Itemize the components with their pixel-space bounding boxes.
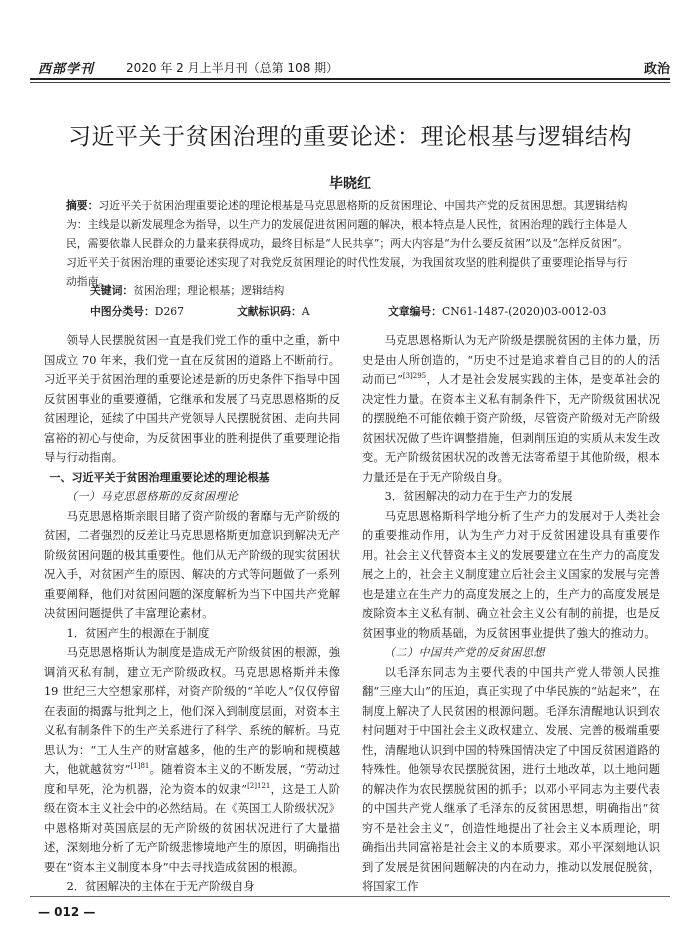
running-header [38, 58, 670, 78]
right-column [362, 331, 660, 897]
text-run: ，人才是社会发展实践的主体，是变革社会的决定性力量。在资本主义私有制条件下，无产阶级贫困状况的摆脱绝不可能依赖于资产阶级，尽管资产阶级对无产阶级贫困状况做了些许调整措施，但剥削压迫的实质从未发生改变。无产阶级贫困状况的改善无法寄希望于其他阶级，根本力量还是在于无产阶级自身。 [362, 373, 660, 484]
subsection-heading-1: （一）马克思恩格斯的反贫困理论 [66, 490, 239, 503]
citation-ref: [2]121 [247, 781, 271, 790]
body-paragraph: 马克思恩格斯亲眼目睹了资产阶级的奢靡与无产阶级的贫困，二者强烈的反差让马克思恩格斯更加意识到解决无产阶级贫困问题的极其重要性。他们从无产阶级的现实贫困状况入手，对贫困产生的原因、解决的方式等问题做了一系列重要阐释，他们对贫困问题的深度解析为当下中国共产党解决贫困问题提供了丰富理论素材。 [44, 509, 340, 620]
abstract [66, 196, 634, 291]
body-paragraph-cited [362, 331, 660, 487]
subsection-heading-2: （二）中国共产党的反贫困思想 [384, 646, 545, 659]
section-label: 政治 [643, 62, 670, 77]
intro-paragraph: 领导人民摆脱贫困一直是我们党工作的重中之重，新中国成立 70 年来，我们党一直在反贫困的道路上不断前行。习近平关于贫困治理的重要论述是新的历史条件下指导中国反贫困事业的重要遵循，它继承和发展了马克思恩格斯的反贫困理论，延续了中国共产党领导人民摆脱贫困、走向共同富裕的初心与使命，为反贫困事业的胜利提供了重要理论指导与行动指南。 [44, 334, 340, 464]
header-rule [30, 78, 670, 80]
citation-ref: [1]81 [130, 762, 150, 771]
doc-code [237, 304, 310, 319]
body-paragraph: 以毛泽东同志为主要代表的中国共产党人带领人民推翻“三座大山”的压迫，真正实现了中华民族的“站起来”，在制度上解决了人民贫困的根源问题。毛泽东清醒地认识到农村问题对于中国社会主义政权建立、发展、完善的极端重要性，清醒地认识到中国的特殊国情决定了中国反贫困道路的特殊性。他领导农民摆脱贫困，进行土地改革，以土地问题的解决作为农民摆脱贫困的抓手；以邓小平同志为主要代表的中国共产党人继承了毛泽东的反贫困思想，明确指出“贫穷不是社会主义”，创造性地提出了社会主义本质理论，明确指出共同富裕是社会主义的本质要求。邓小平深刻地认识到了发展是贫困问题解决的内在动力，推动以发展促脱贫，将国家工作 [362, 665, 660, 893]
clc-label: 中图分类号： [90, 305, 155, 318]
keywords [90, 283, 284, 298]
keywords-text: 贫困治理；理论根基；逻辑结构 [133, 284, 285, 297]
text-run: ，这是工人阶级在资本主义社会中的必然结局。在《英国工人阶级状况》中恩格斯对英国底层的无产阶级的贫困状况进行了大量描述，深刻地分析了无产阶级悲惨境地产生的原因，明确指出要在“资本主义制度本身”中去寻找造成贫困的根源。 [44, 782, 340, 874]
point-heading-2: 2．贫困解决的主体在于无产阶级自身 [66, 880, 255, 893]
point-heading-1: 1．贫困产生的根源在于制度 [66, 626, 210, 640]
section-heading-1: 一、习近平关于贫困治理重要论述的理论根基 [49, 470, 270, 484]
header-rule-thin [30, 82, 670, 83]
doc-value: A [301, 305, 310, 318]
art-value: CN61-1487-(2020)03-0012-03 [441, 305, 607, 318]
author-name: 毕晓红 [329, 176, 371, 192]
citation-ref: [3]295 [402, 372, 427, 381]
keywords-label: 关键词： [90, 284, 134, 297]
article-number [388, 304, 606, 319]
doc-label: 文献标识码： [237, 305, 302, 318]
abstract-label: 摘要： [66, 199, 99, 212]
classification-line [90, 304, 640, 320]
body-paragraph: 马克思恩格斯科学地分析了生产力的发展对于人类社会的重要推动作用，认为生产力对于反贫困建设具有重要作用。社会主义代替资本主义的发展要建立在生产力的高度发展之上的，社会主义制度建立后社会主义国家的发展与完善也是建立在生产力的高度发展之上的，生产力的高度发展是废除资本主义私有制、确立社会主义公有制的前提，也是反贫困事业的物质基础，为反贫困事业提供了強大的推动力。 [362, 509, 660, 640]
clc-value: D267 [154, 305, 185, 318]
body-paragraph-cited [44, 643, 340, 877]
article-title: 习近平关于贫困治理的重要论述：理论根基与逻辑结构 [68, 124, 632, 150]
point-heading-3: 3．贫困解决的动力在于生产力的发展 [384, 490, 573, 503]
left-column [44, 331, 340, 897]
text-run: 。随着资本主义的不断发展，“劳动过度和早死，沦为机器，沦为资本的奴隶” [44, 763, 340, 796]
clc-number [90, 304, 184, 319]
page-footer [30, 896, 670, 920]
issue-info: 2020 年 2 月上半月刊（总第 108 期） [126, 61, 339, 75]
journal-name: 西部学刊 [38, 62, 95, 77]
text-run: 马克思恩格斯认为制度是造成无产阶级贫困的根源，強调消灭私有制，建立无产阶级政权。马克思恩格斯并未像 19 世纪三大空想家那样，对资产阶级的“羊吃人”仅仅停留在表面的揭露与批判之上，他们深入到制度层面，对资本主义私有制条件下的生产关系进行了科学、系统的解析。马克思认为：“工人生产的财富越多，他的生产的影响和规模越大，他就越贫穷” [44, 646, 340, 776]
abstract-text: 习近平关于贫困治理重要论述的理论根基是马克思恩格斯的反贫困理论、中国共产党的反贫困思想。其逻辑结构为：主线是以新发展理念为指导，以生产力的发展促进贫困问题的解决，根本特点是人民性，贫困治理的践行主体是人民，需要依靠人民群众的力量来获得成功，最终目标是“人民共享”；两大内容是“为什么要反贫困”以及“怎样反贫困”。习近平关于贫困治理的重要论述实现了对我党反贫困理论的时代性发展，为我国贫攻坚的胜利提供了重要理论指导与行动指南。 [66, 199, 629, 288]
art-label: 文章编号： [388, 305, 442, 318]
page-number: — 012 — [38, 905, 96, 919]
text-run: 马克思恩格斯认为无产阶级是摆脱贫困的主体力量，历史是由人所创造的，“历史不过是追求着自己目的的人的活动而已” [362, 334, 660, 386]
